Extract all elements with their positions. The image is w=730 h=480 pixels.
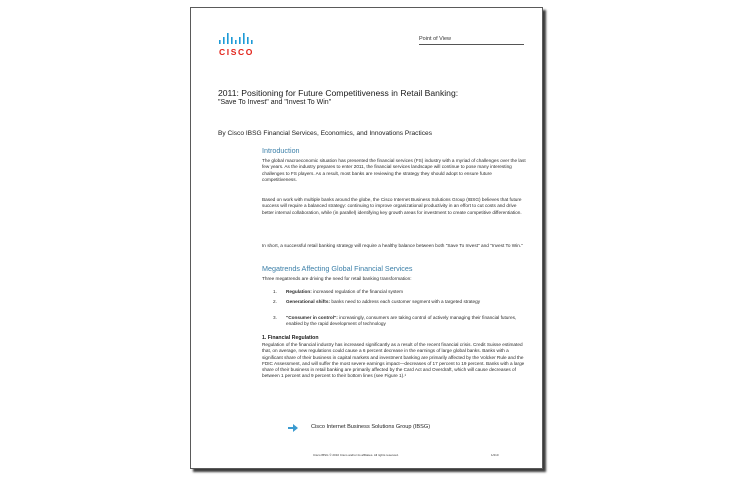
point-of-view-label: Point of View xyxy=(419,36,452,42)
logo-wordmark: CISCO xyxy=(219,47,254,57)
document-page xyxy=(190,7,543,469)
header-rule xyxy=(419,44,524,45)
title-main: 2011: Positioning for Future Competitiveness in Retail Banking: xyxy=(218,88,459,98)
byline: By Cisco IBSG Financial Services, Economics, and Innovations Practices xyxy=(218,130,433,137)
list-number: 1. xyxy=(273,289,277,294)
arrow-right-icon xyxy=(288,424,298,432)
financial-regulation-text: Regulation of the financial industry has increased significantly as a result of the recent financial crisis. Credit Suisse estimated that, on average, new regulations could cause a 6 percent decrease in the earnings of large global banks. Banks with a significant share of their business in capital markets and investment banking are primarily affected by the Volcker Rule and the FDIC Assessment, and will suffer the most severe earnings impact—decreases of 17 percent to 19 percent. Banks with a large share of their business in retail banking are primarily affected by the Card Act and Overdraft, which will cause decreases of between 1 percent and 9 percent to their bottom lines (see Figure 1).¹ xyxy=(262,342,525,379)
list-item-text: banks need to address each customer segment with a targeted strategy xyxy=(330,299,481,304)
megatrends-intro: Three megatrends are driving the need for retail banking transformation: xyxy=(262,276,412,281)
list-number: 2. xyxy=(273,299,277,304)
list-item-text: increasingly, consumers are taking control of actively managing their financial futures, enabled by the rapid development of technology xyxy=(286,315,517,327)
list-item-bold: Generational shifts: xyxy=(286,299,331,304)
list-item-text: increased regulation of the financial system xyxy=(311,289,403,294)
intro-paragraph-2: Based on work with multiple banks around the globe, the Cisco Internet Business Solutions Group (IBSG) believes that future success will require a balanced strategy: continuing to improve organizational productivity in an effort to cut costs and drive better internal collaboration, while (in parallel) identifying key growth areas for investment to create competitive differentiation. xyxy=(262,197,522,215)
title-sub: "Save To Invest" and "Invest To Win" xyxy=(218,99,332,106)
footer-label: Cisco Internet Business Solutions Group (IBSG) xyxy=(311,424,431,430)
list-number: 3. xyxy=(273,315,277,320)
cisco-logo xyxy=(218,30,264,60)
list-item-bold: "Consumer in control": xyxy=(286,315,338,320)
intro-paragraph-3: In short, a successful retail banking strategy will require a healthy balance between both "Save To Invest" and "Invest To Win." xyxy=(262,243,523,248)
document-title xyxy=(218,88,528,107)
list-item-bold: Regulation: xyxy=(286,289,312,294)
megatrends-heading: Megatrends Affecting Global Financial Services xyxy=(262,264,413,273)
financial-regulation-heading: 1. Financial Regulation xyxy=(262,335,319,341)
copyright-text: Cisco IBSG © 2010 Cisco and/or its affiliates. All rights reserved. xyxy=(313,453,399,457)
page-number: 1/210 xyxy=(491,453,499,457)
introduction-heading: Introduction xyxy=(262,146,300,155)
cisco-bridge-icon xyxy=(218,30,262,46)
intro-paragraph-1: The global macroeconomic situation has presented the financial services (FS) industry with a myriad of challenges over the last few years. As the industry prepares to enter 2011, the financial services landscape will continue to pose many interesting challenges to FS players. As a result, most banks are reviewing the strategy they should adopt to ensure future competitiveness. xyxy=(262,158,526,182)
